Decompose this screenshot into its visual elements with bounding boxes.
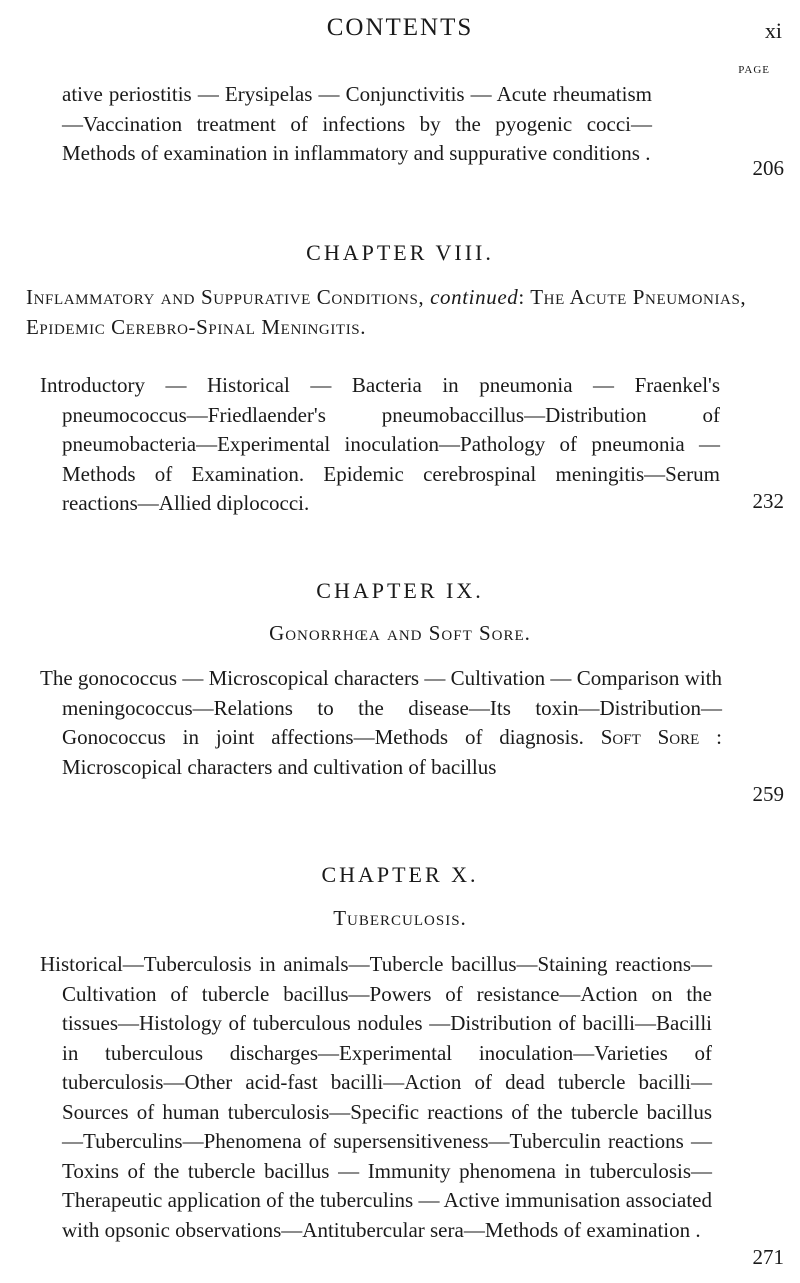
toc-entry-text: ative periostitis — Erysipelas — Conjunctivitis — Acute rheumatism—Vaccination treatment of infections by the pyogenic cocci—Methods of examination in inflammatory and suppurative conditions . <box>62 82 652 165</box>
chapter-title-main: Inflammatory and Suppurative Conditions, <box>26 285 425 309</box>
chapter-contents-text: Introductory — Historical — Bacteria in pneumonia — Fraenkel's pneumococcus—Friedlaender's pneumobaccillus—Distribution of pneumobacteria—Experimental inoculation—Pathology of pneumonia — Methods of Examination. Epidemic cerebrospinal meningitis—Serum reactions—Allied diplococci. <box>40 373 720 515</box>
page-column-label: PAGE <box>738 64 770 76</box>
toc-entry-periostitis <box>62 80 652 169</box>
chapter-contents-text: Historical—Tuberculosis in animals—Tubercle bacillus—Staining reactions—Cultivation of tubercle bacillus—Powers of resistance—Action on the tissues—Histology of tuberculous nodules —Distribution of bacilli—Bacilli in tuberculous discharges—Experimental inoculation—Varieties of tuberculosis—Other acid-fast bacilli—Action of dead tubercle bacilli—Sources of human tuberculosis—Specific reactions of the tubercle bacillus —Tuberculins—Phenomena of supersensitiveness—Tuberculin reactions — Toxins of the tubercle bacillus — Immunity phenomena in tuberculosis—Therapeutic application of the tuberculins — Active immunisation associated with opsonic observations—Antitubercular sera—Methods of examination . <box>40 952 712 1242</box>
chapter-contents-text: The gonococcus — Microscopical characters — Cultivation — Comparison with meningococcus—Relations to the disease—Its toxin—Distribution—Gonococcus in joint affections—Methods of diagnosis. <box>40 666 722 749</box>
folio-page-number: xi <box>764 18 782 43</box>
toc-page-number: 271 <box>752 1245 784 1269</box>
toc-page-number: 206 <box>752 156 784 180</box>
chapter-title: Gonorrhœa and Soft Sore. <box>269 621 531 645</box>
chapter-title: Inflammatory and Suppurative Conditions, continued: The Acute Pneumonias, Epidemic Cerebro-Spinal Meningitis. <box>26 285 747 339</box>
chapter-contents-text-after: : Microscopical characters and cultivation of bacillus <box>62 725 723 779</box>
running-head <box>0 8 800 48</box>
toc-page-number: 232 <box>752 489 784 513</box>
chapter-title: Tuberculosis. <box>333 906 467 930</box>
chapter-title-continued: continued <box>430 285 519 309</box>
chapter-heading: CHAPTER X. <box>321 862 479 887</box>
chapter-heading: CHAPTER IX. <box>316 578 484 603</box>
chapter-contents-subtitle: Soft Sore <box>600 725 700 749</box>
chapter-contents <box>40 371 720 519</box>
toc-page-number: 259 <box>752 782 784 806</box>
chapter-contents <box>40 664 722 782</box>
running-title: CONTENTS <box>326 14 474 41</box>
chapter-contents <box>40 950 712 1245</box>
chapter-heading: CHAPTER VIII. <box>306 240 494 265</box>
chapter-title-rest: The Acute Pneumonias, Epidemic Cerebro-Spinal Meningitis. <box>26 285 747 339</box>
